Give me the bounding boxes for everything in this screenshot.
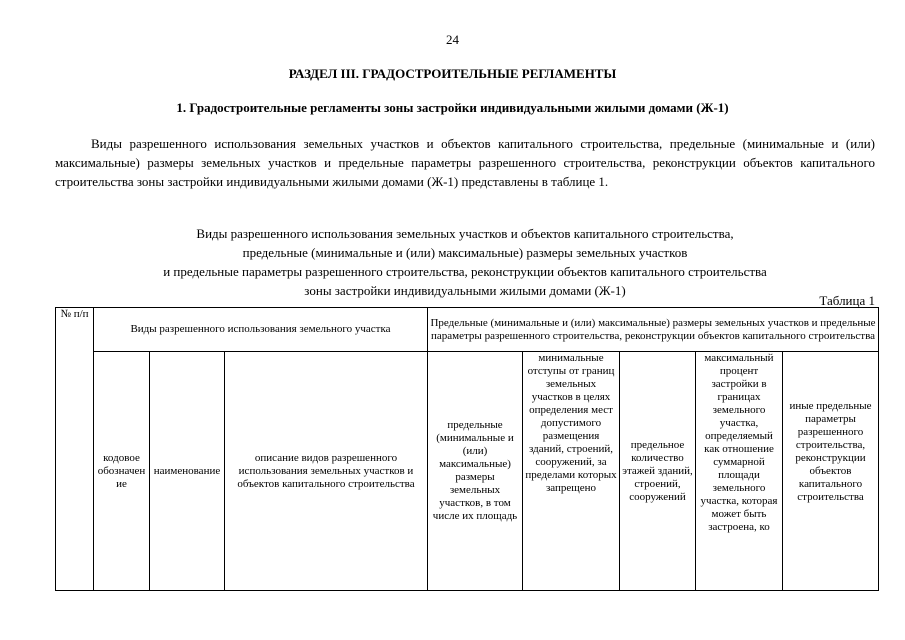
col-other-header: иные предельные параметры разрешенного строительства, реконструкции объектов капитального строительства bbox=[783, 352, 879, 591]
table-caption-line: и предельные параметры разрешенного строительства, реконструкции объектов капитального строительства bbox=[163, 264, 767, 279]
col-plot-size-header: предельные (минимальные и (или) максимальные) размеры земельных участков, в том числе их площадь bbox=[428, 352, 523, 591]
page-number: 24 bbox=[446, 32, 459, 47]
group-uses-header: Виды разрешенного использования земельного участка bbox=[94, 308, 428, 352]
col-code-header: кодовое обозначение bbox=[94, 352, 150, 591]
col-description-header: описание видов разрешенного использования земельных участков и объектов капитального строительства bbox=[225, 352, 428, 591]
intro-paragraph: Виды разрешенного использования земельных участков и объектов капитального строительства, предельные (минимальные и (или) максимальные) размеры земельных участков и предельные параметры разрешенного строительства, реконструкции объектов капитального строительства зоны застройки индивидуальными жилыми домами (Ж-1) представлены в таблице 1. bbox=[55, 136, 875, 189]
regulations-table bbox=[55, 307, 879, 591]
group-limits-header: Предельные (минимальные и (или) максимальные) размеры земельных участков и предельные параметры разрешенного строительства, реконструкции объектов капитального строительства bbox=[428, 308, 879, 352]
col-number-header: № п/п bbox=[56, 308, 94, 591]
table-label: Таблица 1 bbox=[819, 293, 875, 308]
table-caption bbox=[55, 224, 875, 300]
table-caption-line: зоны застройки индивидуальными жилыми домами (Ж-1) bbox=[304, 283, 626, 298]
col-name-header: наименование bbox=[150, 352, 225, 591]
col-setbacks-header: минимальные отступы от границ земельных участков в целях определения мест допустимого размещения зданий, строений, сооружений, за пределами которых запрещено bbox=[523, 352, 620, 591]
subsection-title: 1. Градостроительные регламенты зоны застройки индивидуальными жилыми домами (Ж-1) bbox=[176, 100, 729, 115]
col-floors-header: предельное количество этажей зданий, строений, сооружений bbox=[620, 352, 696, 591]
section-title: РАЗДЕЛ III. ГРАДОСТРОИТЕЛЬНЫЕ РЕГЛАМЕНТЫ bbox=[288, 66, 617, 81]
table-caption-line: предельные (минимальные и (или) максимальные) размеры земельных участков bbox=[242, 245, 688, 260]
table-caption-line: Виды разрешенного использования земельных участков и объектов капитального строительства, bbox=[196, 226, 734, 241]
col-coverage-header: максимальный процент застройки в границах земельного участка, определяемый как отношение суммарной площади земельного участка, которая может быть застроена, ко bbox=[696, 352, 783, 591]
